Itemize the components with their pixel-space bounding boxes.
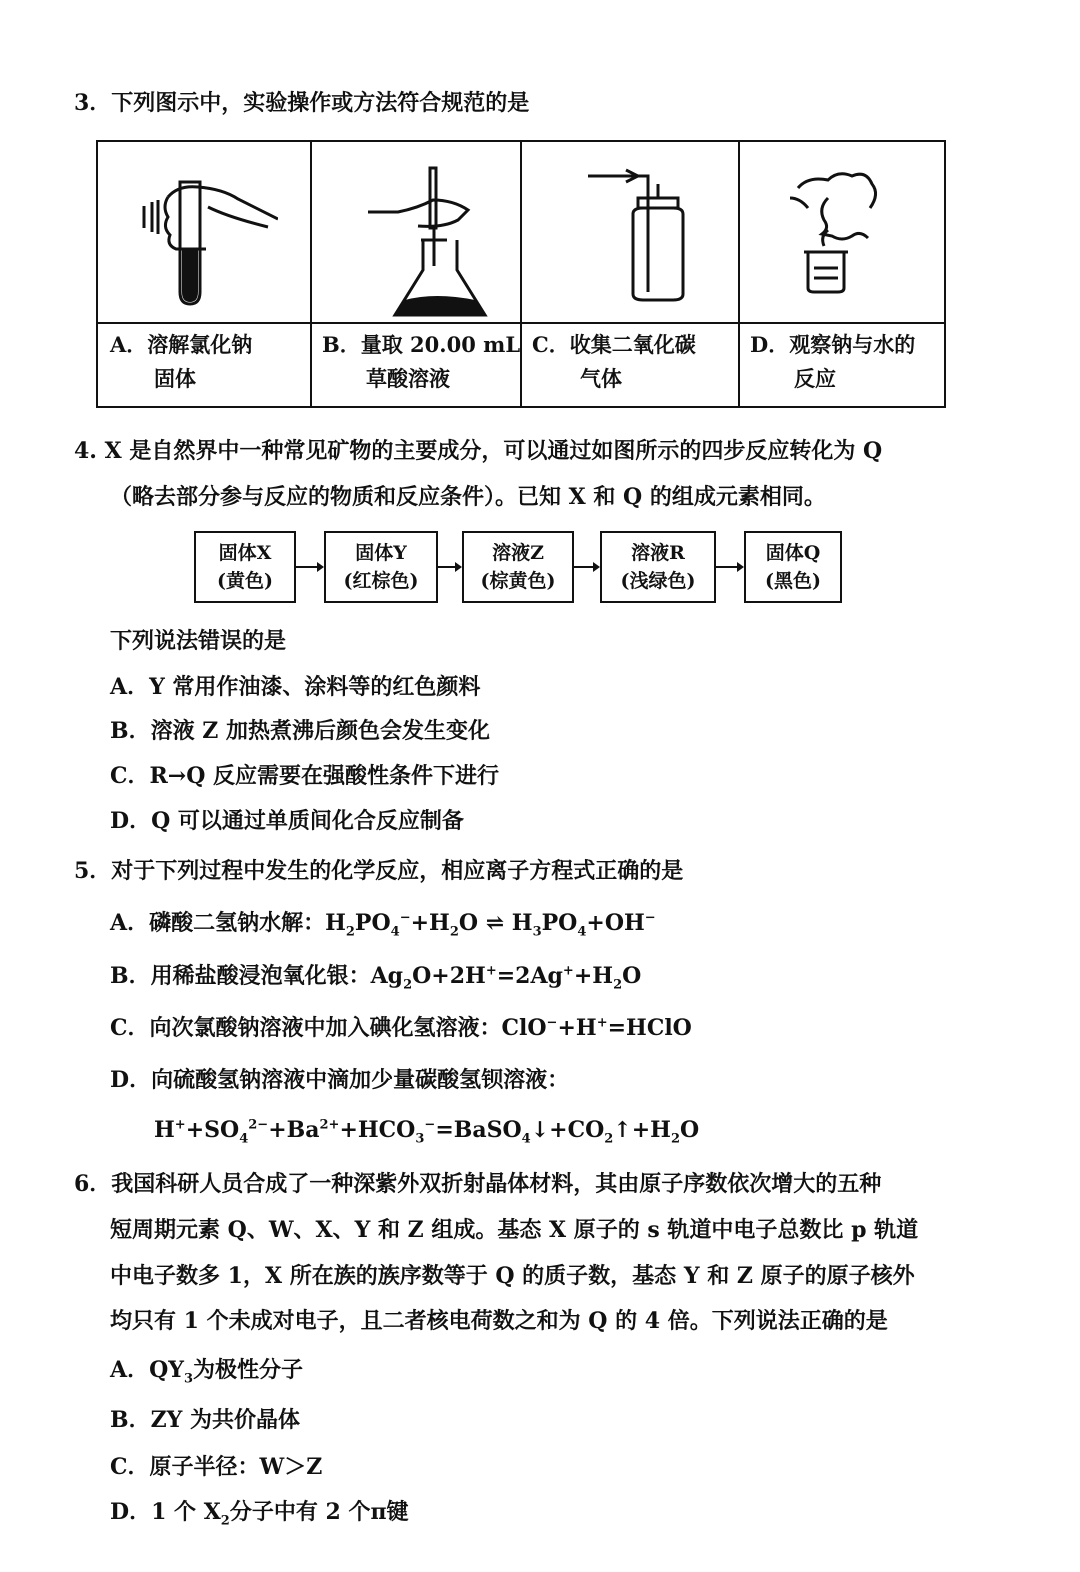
flow-box-color: (红棕色) xyxy=(343,570,419,592)
q4-stem-line1: 4. X 是自然界中一种常见矿物的主要成分，可以通过如图所示的四步反应转化为 Q xyxy=(74,438,883,464)
option-label: C．向次氯酸钠溶液中加入碘化氢溶液： xyxy=(110,1015,502,1041)
q6-option-d xyxy=(110,1497,409,1527)
q5-option-d-equation: $H^++SO_4^{2-}+Ba^{2+}+HCO_3^-=BaSO_4↓+CO_2↑+H_2O$ xyxy=(154,1117,700,1147)
q6-option-c: C．原子半径：W＞Z xyxy=(110,1454,323,1480)
q4-option-a: A．Y 常用作油漆、涂料等的红色颜料 xyxy=(110,674,481,700)
q3-stem: 3．下列图示中，实验操作或方法符合规范的是 xyxy=(74,90,530,116)
q4-option-d: D．Q 可以通过单质间化合反应制备 xyxy=(110,808,464,834)
q3-option-a xyxy=(110,328,252,396)
option-text: 溶解氯化钠 xyxy=(147,332,253,357)
q6-option-a xyxy=(110,1355,303,1385)
subscript: 3 xyxy=(183,1371,193,1387)
subscript: 2 xyxy=(220,1513,230,1529)
pipette-flask-illustration xyxy=(368,160,508,320)
option-text: A．QY xyxy=(110,1357,184,1383)
q5-option-a xyxy=(110,908,656,938)
q6-stem-line2: 短周期元素 Q、W、X、Y 和 Z 组成。基态 X 原子的 s 轨道中电子总数比 p 轨道 xyxy=(110,1217,919,1243)
smelling-beaker-illustration xyxy=(778,168,918,298)
flow-box-color: (棕黄色) xyxy=(480,570,556,592)
option-text-line2: 气体 xyxy=(580,366,622,391)
q5-option-b xyxy=(110,961,641,991)
q6-stem-line4: 均只有 1 个未成对电子，且二者核电荷数之和为 Q 的 4 倍。下列说法正确的是 xyxy=(110,1308,888,1334)
q3-figure-table xyxy=(96,140,946,408)
flow-arrow xyxy=(716,566,742,568)
option-text: D．1 个 X xyxy=(110,1499,221,1525)
flow-box-color: (黄色) xyxy=(217,570,273,592)
flow-box-name: 固体Q xyxy=(765,542,821,564)
flow-box-color: (黑色) xyxy=(765,570,821,592)
test-tube-shaking-illustration xyxy=(138,162,278,312)
q4-stem-line2: （略去部分参与反应的物质和反应条件）。已知 X 和 Q 的组成元素相同。 xyxy=(110,484,826,510)
flow-box-name: 固体Y xyxy=(355,542,407,564)
q3-option-d xyxy=(750,328,915,396)
q6-stem-line3: 中电子数多 1，X 所在族的族序数等于 Q 的质子数，基态 Y 和 Z 原子的原子核外 xyxy=(110,1263,915,1289)
flow-arrow xyxy=(296,566,322,568)
equation: ClO−+H+=HClO xyxy=(501,1015,692,1041)
option-text-line2: 反应 xyxy=(794,366,836,391)
q4-option-b: B．溶液 Z 加热煮沸后颜色会发生变化 xyxy=(110,718,490,744)
option-label: A．磷酸二氢钠水解： xyxy=(110,910,326,936)
q5-option-c xyxy=(110,1013,692,1043)
equation: $H_2PO_4^-+H_2O$ ⇌ $H_3PO_4+OH^-$ xyxy=(325,910,656,940)
q4-option-c: C．R→Q 反应需要在强酸性条件下进行 xyxy=(110,763,500,789)
option-text: 观察钠与水的 xyxy=(789,332,916,357)
option-text: 收集二氧化碳 xyxy=(569,332,696,357)
option-text-line2: 固体 xyxy=(154,366,196,391)
option-text: 为极性分子 xyxy=(193,1357,304,1383)
flow-box-r xyxy=(600,531,716,603)
flow-arrow xyxy=(574,566,598,568)
flow-box-y xyxy=(324,531,438,603)
flow-box-name: 固体X xyxy=(218,542,272,564)
option-text-line2: 草酸溶液 xyxy=(366,366,450,391)
flow-box-q xyxy=(744,531,842,603)
q3-option-b xyxy=(322,328,520,396)
option-letter: B． xyxy=(322,332,361,357)
q6-option-b: B．ZY 为共价晶体 xyxy=(110,1407,301,1433)
option-letter: A． xyxy=(110,332,148,357)
option-label: B．用稀盐酸浸泡氧化银： xyxy=(110,963,371,989)
q5-stem: 5．对于下列过程中发生的化学反应，相应离子方程式正确的是 xyxy=(74,858,684,884)
flow-box-name: 溶液R xyxy=(631,542,685,564)
q4-flow-diagram xyxy=(194,531,844,605)
option-letter: D． xyxy=(750,332,790,357)
flow-box-z xyxy=(462,531,574,603)
option-text: 量取 20.00 mL xyxy=(360,332,521,357)
flow-box-color: (浅绿色) xyxy=(620,570,696,592)
option-letter: C． xyxy=(532,332,570,357)
gas-bottle-illustration xyxy=(578,164,708,304)
equation: $Ag_2O+2H^+=2Ag^++H_2O$ xyxy=(370,963,642,993)
option-text: 分子中有 2 个π键 xyxy=(229,1499,409,1525)
q5-option-d: D．向硫酸氢钠溶液中滴加少量碳酸氢钡溶液： xyxy=(110,1067,570,1093)
q3-option-c xyxy=(532,328,696,396)
flow-box-name: 溶液Z xyxy=(492,542,544,564)
flow-box-x xyxy=(194,531,296,603)
flow-arrow xyxy=(438,566,460,568)
q4-prompt: 下列说法错误的是 xyxy=(110,628,287,654)
q6-stem-line1: 6．我国科研人员合成了一种深紫外双折射晶体材料，其由原子序数依次增大的五种 xyxy=(74,1171,882,1197)
